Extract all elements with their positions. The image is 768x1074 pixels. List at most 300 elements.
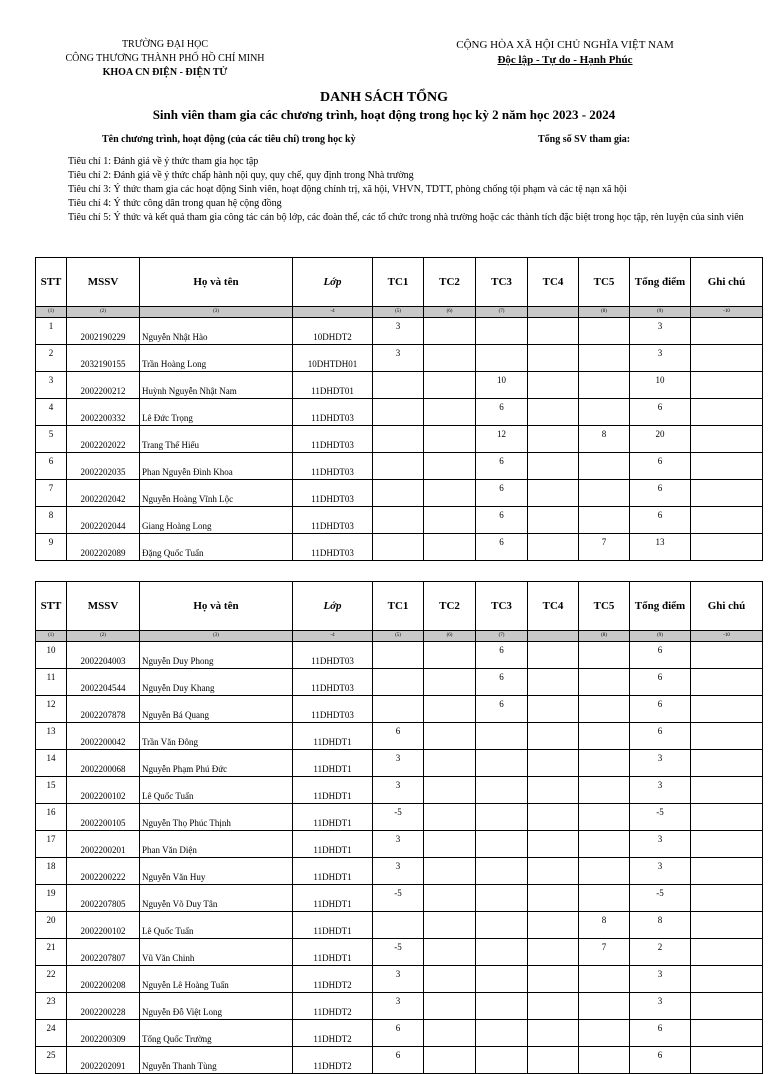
cell-tc5	[579, 831, 630, 858]
cell-total: 2	[630, 939, 691, 966]
cell-total: 6	[630, 642, 691, 669]
table-row	[36, 642, 763, 669]
school-name-line1: TRƯỜNG ĐẠI HỌC	[121, 39, 209, 50]
cell-tc3: 10	[476, 372, 528, 399]
cell-total: 3	[630, 831, 691, 858]
cell-tc3: 6	[476, 669, 528, 696]
cell-tc1	[373, 480, 424, 507]
cell-tc2	[424, 345, 476, 372]
cell-class: 11DHDT1	[293, 804, 373, 831]
cell-mssv: 2002200102	[67, 912, 140, 939]
cell-stt: 23	[36, 993, 67, 1020]
cell-mssv: 2002200105	[67, 804, 140, 831]
cell-tc3: 6	[476, 696, 528, 723]
cell-mssv: 2002200222	[67, 858, 140, 885]
criterion-4: Tiêu chí 4: Ý thức công dân trong quan hệ cộng đồng	[68, 198, 282, 209]
cell-mssv: 2002200042	[67, 723, 140, 750]
cell-tc2	[424, 426, 476, 453]
column-header-total: Tổng điểm	[630, 258, 691, 307]
column-header-name: Họ và tên	[140, 258, 293, 307]
cell-tc2	[424, 966, 476, 993]
table-row	[36, 453, 763, 480]
cell-tc2	[424, 318, 476, 345]
cell-stt: 13	[36, 723, 67, 750]
table-row	[36, 831, 763, 858]
cell-stt: 6	[36, 453, 67, 480]
cell-tc1: 6	[373, 723, 424, 750]
cell-name: Huỳnh Nguyễn Nhật Nam	[140, 372, 293, 399]
cell-name: Nguyễn Văn Huy	[140, 858, 293, 885]
cell-tc5	[579, 345, 630, 372]
cell-total: 6	[630, 1047, 691, 1074]
faculty-name: KHOA CN ĐIỆN - ĐIỆN TỬ	[102, 67, 228, 78]
cell-tc5	[579, 750, 630, 777]
cell-tc1: -5	[373, 939, 424, 966]
cell-mssv: 2002200332	[67, 399, 140, 426]
cell-tc3	[476, 777, 528, 804]
program-label: Tên chương trình, hoạt động (của các tiêu chí) trong học kỳ	[102, 134, 356, 145]
cell-note	[691, 939, 763, 966]
column-number-tc3: (7)	[476, 307, 528, 318]
cell-class: 10DHTDH01	[293, 345, 373, 372]
cell-tc2	[424, 750, 476, 777]
cell-name: Nguyễn Thọ Phúc Thịnh	[140, 804, 293, 831]
cell-stt: 25	[36, 1047, 67, 1074]
cell-tc1: 3	[373, 777, 424, 804]
cell-total: 6	[630, 669, 691, 696]
cell-tc1: 3	[373, 966, 424, 993]
cell-tc1	[373, 534, 424, 561]
cell-tc4	[528, 399, 579, 426]
column-number-tc5: (8)	[579, 631, 630, 642]
cell-tc2	[424, 507, 476, 534]
table-row	[36, 885, 763, 912]
cell-note	[691, 966, 763, 993]
table-row	[36, 939, 763, 966]
cell-stt: 8	[36, 507, 67, 534]
cell-total: 8	[630, 912, 691, 939]
cell-tc5	[579, 885, 630, 912]
page-subtitle: Sinh viên tham gia các chương trình, hoạt động trong học kỳ 2 năm học 2023 - 2024	[152, 107, 616, 122]
cell-tc5	[579, 993, 630, 1020]
cell-class: 11DHDT1	[293, 939, 373, 966]
cell-class: 11DHDT1	[293, 912, 373, 939]
cell-name: Nguyễn Thanh Tùng	[140, 1047, 293, 1074]
cell-class: 11DHDT2	[293, 1047, 373, 1074]
cell-stt: 2	[36, 345, 67, 372]
cell-name: Nguyễn Hoàng Vĩnh Lộc	[140, 480, 293, 507]
column-header-tc2: TC2	[424, 258, 476, 307]
cell-class: 11DHDT1	[293, 723, 373, 750]
column-header-stt: STT	[36, 582, 67, 631]
cell-stt: 11	[36, 669, 67, 696]
cell-tc2	[424, 372, 476, 399]
cell-note	[691, 777, 763, 804]
table-row	[36, 534, 763, 561]
table-row	[36, 372, 763, 399]
cell-stt: 17	[36, 831, 67, 858]
cell-mssv: 2002204003	[67, 642, 140, 669]
cell-note	[691, 993, 763, 1020]
cell-total: 3	[630, 318, 691, 345]
table-row	[36, 858, 763, 885]
cell-tc3	[476, 831, 528, 858]
cell-name: Trang Thế Hiếu	[140, 426, 293, 453]
school-header	[40, 38, 290, 80]
table-row	[36, 912, 763, 939]
column-number-tc3: (7)	[476, 631, 528, 642]
column-header-name: Họ và tên	[140, 582, 293, 631]
cell-mssv: 2002207807	[67, 939, 140, 966]
cell-tc5	[579, 372, 630, 399]
cell-tc1: 3	[373, 993, 424, 1020]
table-row	[36, 723, 763, 750]
cell-tc2	[424, 480, 476, 507]
cell-tc4	[528, 723, 579, 750]
cell-mssv: 2002204544	[67, 669, 140, 696]
student-table-2	[35, 581, 763, 1074]
cell-tc5: 8	[579, 912, 630, 939]
cell-tc1	[373, 426, 424, 453]
cell-tc4	[528, 669, 579, 696]
cell-name: Nguyễn Duy Khang	[140, 669, 293, 696]
cell-mssv: 2002200212	[67, 372, 140, 399]
cell-tc2	[424, 912, 476, 939]
cell-tc4	[528, 534, 579, 561]
cell-tc1	[373, 669, 424, 696]
cell-tc4	[528, 912, 579, 939]
cell-tc4	[528, 777, 579, 804]
cell-tc2	[424, 858, 476, 885]
cell-note	[691, 426, 763, 453]
cell-name: Phan Văn Diện	[140, 831, 293, 858]
column-number-mssv: (2)	[67, 631, 140, 642]
cell-note	[691, 750, 763, 777]
cell-class: 11DHDT2	[293, 993, 373, 1020]
column-header-tc4: TC4	[528, 582, 579, 631]
cell-tc3	[476, 1047, 528, 1074]
criterion-1: Tiêu chí 1: Đánh giá về ý thức tham gia học tập	[68, 156, 259, 167]
cell-total: 6	[630, 507, 691, 534]
cell-name: Nguyễn Bá Quang	[140, 696, 293, 723]
cell-class: 11DHDT03	[293, 669, 373, 696]
cell-stt: 7	[36, 480, 67, 507]
cell-mssv: 2002200208	[67, 966, 140, 993]
column-header-tc3: TC3	[476, 258, 528, 307]
cell-mssv: 2002190229	[67, 318, 140, 345]
cell-tc2	[424, 885, 476, 912]
cell-total: 6	[630, 453, 691, 480]
column-number-mssv: (2)	[67, 307, 140, 318]
column-number-tc2: (6)	[424, 307, 476, 318]
cell-mssv: 2032190155	[67, 345, 140, 372]
cell-stt: 22	[36, 966, 67, 993]
cell-mssv: 2002207805	[67, 885, 140, 912]
cell-tc2	[424, 723, 476, 750]
page-title: DANH SÁCH TỔNG	[319, 90, 449, 105]
cell-tc2	[424, 534, 476, 561]
cell-tc3: 6	[476, 480, 528, 507]
cell-tc5	[579, 777, 630, 804]
cell-class: 11DHDT03	[293, 480, 373, 507]
criterion-2: Tiêu chí 2: Đánh giá về ý thức chấp hành nội quy, quy chế, quy định trong Nhà trường	[68, 170, 414, 181]
cell-tc3	[476, 318, 528, 345]
cell-tc4	[528, 966, 579, 993]
cell-tc4	[528, 804, 579, 831]
cell-tc5	[579, 453, 630, 480]
cell-tc4	[528, 480, 579, 507]
table-row	[36, 1047, 763, 1074]
cell-stt: 20	[36, 912, 67, 939]
cell-tc4	[528, 939, 579, 966]
cell-mssv: 2002202035	[67, 453, 140, 480]
column-header-tc4: TC4	[528, 258, 579, 307]
cell-total: 3	[630, 993, 691, 1020]
cell-name: Nguyễn Nhật Hào	[140, 318, 293, 345]
cell-tc5	[579, 642, 630, 669]
cell-mssv: 2002200309	[67, 1020, 140, 1047]
cell-stt: 14	[36, 750, 67, 777]
cell-mssv: 2002200102	[67, 777, 140, 804]
cell-class: 11DHDT03	[293, 696, 373, 723]
cell-note	[691, 399, 763, 426]
table-row	[36, 750, 763, 777]
column-header-mssv: MSSV	[67, 258, 140, 307]
cell-total: -5	[630, 885, 691, 912]
cell-mssv: 2002200228	[67, 993, 140, 1020]
cell-mssv: 2002202089	[67, 534, 140, 561]
table-row	[36, 669, 763, 696]
cell-tc1: 6	[373, 1047, 424, 1074]
cell-note	[691, 372, 763, 399]
cell-mssv: 2002200068	[67, 750, 140, 777]
column-header-stt: STT	[36, 258, 67, 307]
cell-tc5	[579, 966, 630, 993]
cell-total: 6	[630, 723, 691, 750]
cell-stt: 10	[36, 642, 67, 669]
cell-tc3	[476, 939, 528, 966]
cell-tc3	[476, 885, 528, 912]
cell-tc2	[424, 1047, 476, 1074]
cell-tc5: 7	[579, 939, 630, 966]
cell-total: 6	[630, 1020, 691, 1047]
cell-total: 20	[630, 426, 691, 453]
cell-total: 10	[630, 372, 691, 399]
cell-name: Lê Quốc Tuấn	[140, 912, 293, 939]
cell-total: 13	[630, 534, 691, 561]
cell-total: 3	[630, 858, 691, 885]
cell-class: 11DHDT1	[293, 750, 373, 777]
cell-tc1	[373, 453, 424, 480]
column-header-tc3: TC3	[476, 582, 528, 631]
column-header-mssv: MSSV	[67, 582, 140, 631]
cell-class: 11DHDT1	[293, 831, 373, 858]
cell-tc5	[579, 804, 630, 831]
cell-tc4	[528, 318, 579, 345]
student-table-1	[35, 257, 763, 561]
cell-tc1: -5	[373, 885, 424, 912]
cell-tc3	[476, 993, 528, 1020]
column-number-tc1: (5)	[373, 631, 424, 642]
cell-class: 11DHDT1	[293, 777, 373, 804]
column-number-name: (3)	[140, 631, 293, 642]
cell-mssv: 2002202091	[67, 1047, 140, 1074]
cell-tc3: 6	[476, 399, 528, 426]
cell-stt: 21	[36, 939, 67, 966]
cell-tc3: 6	[476, 534, 528, 561]
cell-tc1: 3	[373, 345, 424, 372]
cell-tc5	[579, 318, 630, 345]
school-name-line2: CÔNG THƯƠNG THÀNH PHỐ HỒ CHÍ MINH	[65, 53, 265, 64]
cell-stt: 3	[36, 372, 67, 399]
cell-tc1	[373, 642, 424, 669]
column-header-note: Ghi chú	[691, 258, 763, 307]
table-row	[36, 399, 763, 426]
column-number-tc5: (8)	[579, 307, 630, 318]
table-header-row	[36, 258, 763, 307]
table-header-row	[36, 582, 763, 631]
cell-name: Nguyễn Phạm Phú Đức	[140, 750, 293, 777]
cell-note	[691, 696, 763, 723]
cell-total: 3	[630, 966, 691, 993]
cell-tc2	[424, 453, 476, 480]
column-number-total: (9)	[630, 307, 691, 318]
cell-tc5	[579, 723, 630, 750]
cell-note	[691, 507, 763, 534]
cell-class: 11DHDT1	[293, 885, 373, 912]
table-row	[36, 777, 763, 804]
cell-note	[691, 831, 763, 858]
cell-stt: 5	[36, 426, 67, 453]
cell-stt: 1	[36, 318, 67, 345]
table-row	[36, 966, 763, 993]
cell-note	[691, 345, 763, 372]
cell-tc3: 6	[476, 507, 528, 534]
table-row	[36, 345, 763, 372]
column-number-note: -10	[691, 307, 763, 318]
cell-note	[691, 318, 763, 345]
cell-total: 3	[630, 345, 691, 372]
cell-tc4	[528, 750, 579, 777]
cell-tc1: 3	[373, 318, 424, 345]
cell-total: 6	[630, 696, 691, 723]
cell-note	[691, 453, 763, 480]
cell-stt: 15	[36, 777, 67, 804]
cell-name: Trần Văn Đông	[140, 723, 293, 750]
cell-tc3	[476, 750, 528, 777]
cell-name: Nguyễn Duy Phong	[140, 642, 293, 669]
cell-tc3	[476, 966, 528, 993]
cell-tc3: 6	[476, 453, 528, 480]
nation-name: CỘNG HÒA XÃ HỘI CHỦ NGHĨA VIỆT NAM	[456, 39, 674, 51]
table-row	[36, 804, 763, 831]
cell-class: 11DHDT01	[293, 372, 373, 399]
cell-tc1: 3	[373, 858, 424, 885]
column-header-tc1: TC1	[373, 258, 424, 307]
cell-tc2	[424, 669, 476, 696]
column-header-class: Lớp	[293, 582, 373, 631]
cell-name: Trần Hoàng Long	[140, 345, 293, 372]
cell-tc5	[579, 669, 630, 696]
cell-stt: 4	[36, 399, 67, 426]
cell-tc4	[528, 831, 579, 858]
cell-tc1: 3	[373, 831, 424, 858]
criterion-5: Tiêu chí 5: Ý thức và kết quả tham gia công tác cán bộ lớp, các đoàn thể, các tổ chức trong nhà trường hoặc các thành tích đặc biệt trong học tập, rèn luyện của sinh viên	[68, 212, 744, 223]
column-header-note: Ghi chú	[691, 582, 763, 631]
cell-tc2	[424, 642, 476, 669]
cell-tc5	[579, 696, 630, 723]
cell-tc5	[579, 480, 630, 507]
cell-class: 11DHDT1	[293, 858, 373, 885]
cell-tc3	[476, 723, 528, 750]
cell-tc3	[476, 858, 528, 885]
table-row	[36, 318, 763, 345]
cell-note	[691, 723, 763, 750]
cell-tc4	[528, 993, 579, 1020]
column-number-tc1: (5)	[373, 307, 424, 318]
cell-name: Nguyễn Lê Hoàng Tuấn	[140, 966, 293, 993]
cell-tc1: 6	[373, 1020, 424, 1047]
nation-header	[440, 38, 690, 68]
cell-tc3	[476, 345, 528, 372]
cell-total: 6	[630, 480, 691, 507]
cell-tc1: -5	[373, 804, 424, 831]
cell-stt: 9	[36, 534, 67, 561]
column-number-class: -4	[293, 307, 373, 318]
cell-tc4	[528, 372, 579, 399]
column-header-tc5: TC5	[579, 258, 630, 307]
cell-mssv: 2002202044	[67, 507, 140, 534]
cell-note	[691, 480, 763, 507]
cell-note	[691, 912, 763, 939]
column-number-name: (3)	[140, 307, 293, 318]
criterion-3: Tiêu chí 3: Ý thức tham gia các hoạt động Sinh viên, hoạt động chính trị, xã hội, VHVN, TDTT, phòng chống tội phạm và các tệ nạn xã hội	[68, 184, 627, 195]
cell-name: Phan Nguyễn Đình Khoa	[140, 453, 293, 480]
cell-note	[691, 885, 763, 912]
table-row	[36, 993, 763, 1020]
cell-total: 3	[630, 777, 691, 804]
criteria-list	[68, 156, 758, 226]
cell-tc3: 12	[476, 426, 528, 453]
column-header-tc5: TC5	[579, 582, 630, 631]
cell-total: 6	[630, 399, 691, 426]
column-header-tc2: TC2	[424, 582, 476, 631]
cell-stt: 16	[36, 804, 67, 831]
cell-name: Vũ Văn Chinh	[140, 939, 293, 966]
cell-tc4	[528, 1047, 579, 1074]
cell-tc4	[528, 858, 579, 885]
cell-note	[691, 669, 763, 696]
cell-stt: 12	[36, 696, 67, 723]
cell-mssv: 2002202042	[67, 480, 140, 507]
table-row	[36, 480, 763, 507]
cell-name: Nguyễn Đỗ Việt Long	[140, 993, 293, 1020]
column-number-stt: (1)	[36, 307, 67, 318]
cell-tc2	[424, 831, 476, 858]
cell-class: 11DHDT2	[293, 966, 373, 993]
table-row	[36, 507, 763, 534]
cell-tc1	[373, 372, 424, 399]
cell-total: -5	[630, 804, 691, 831]
cell-tc2	[424, 399, 476, 426]
cell-name: Đặng Quốc Tuấn	[140, 534, 293, 561]
cell-name: Nguyễn Võ Duy Tân	[140, 885, 293, 912]
cell-tc1	[373, 696, 424, 723]
cell-tc1	[373, 912, 424, 939]
cell-tc5	[579, 858, 630, 885]
column-number-stt: (1)	[36, 631, 67, 642]
cell-tc3: 6	[476, 642, 528, 669]
